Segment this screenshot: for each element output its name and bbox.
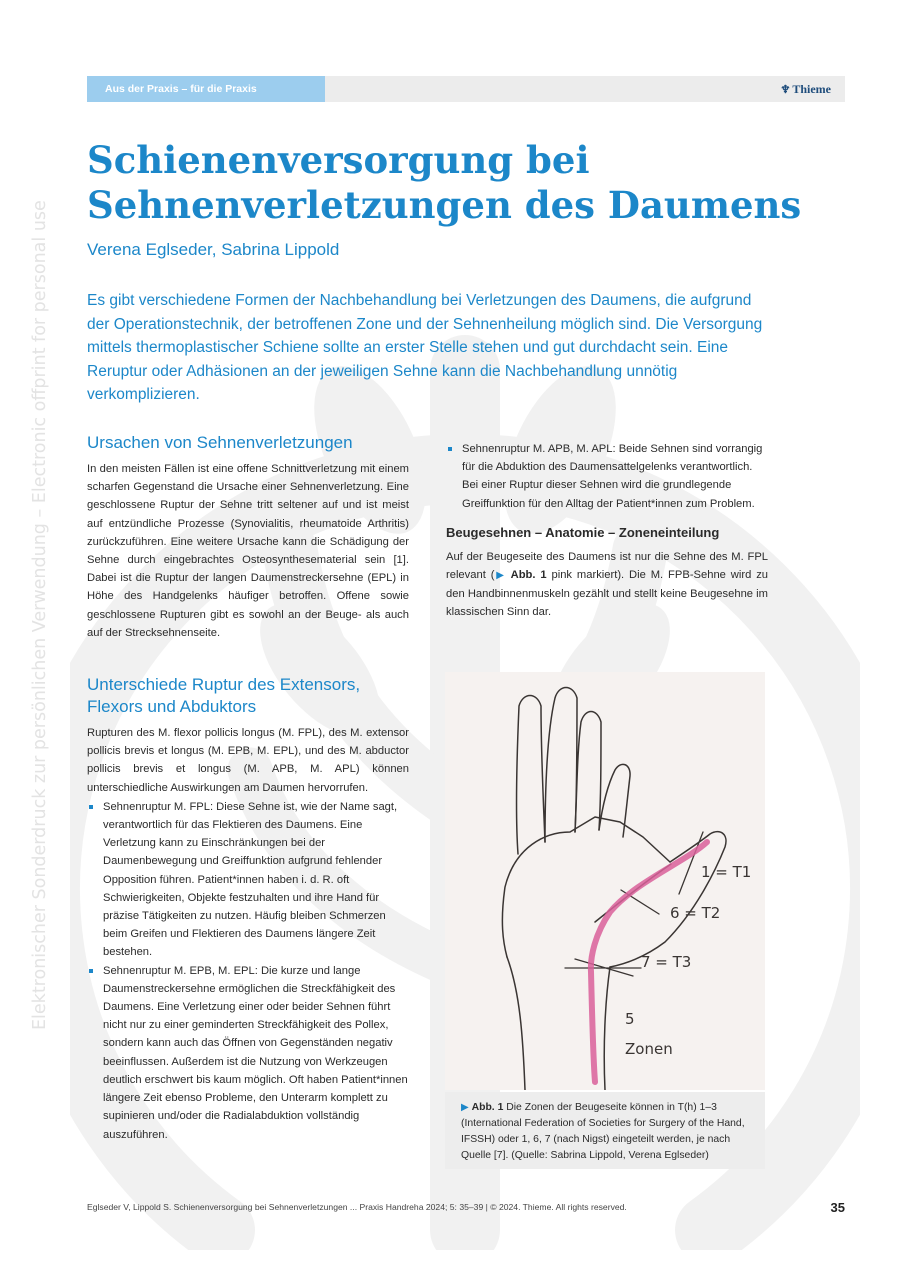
label-zone-5: 5 — [625, 1010, 635, 1028]
publisher-logo — [780, 76, 831, 103]
rubric-label: Aus der Praxis – für die Praxis — [87, 76, 325, 102]
figure-hand-zones — [445, 672, 765, 1090]
figure-ref-arrow-icon: ▶ — [494, 570, 506, 582]
section-text-causes: In den meisten Fällen ist eine offene Schnittverletzung mit einem scharfen Gegenstand die Ursache einer Sehnenverletzung. Eine geschlossene Ruptur der Sehne tritt seltener auf und ist meist auf entzündliche Prozesse (Synovialitis, rheumatoide Arthritis) zurückzuführen. Eine weitere Ursache kann die Schädigung der Sehne durch eingebrachtes Osteosynthesematerial sein [1]. Dabei ist die Ruptur der langen Daumenstreckersehne (EPL) in Höhe des Handgelenks häufiger betroffen. Offene sowie geschlossene Rupturen gibt es sowohl an der Beuge- als auch auf der Strecksehnenseite. — [87, 463, 409, 639]
finger-ring-outline — [575, 712, 601, 833]
bullet-item-epb-epl: Sehnenruptur M. EPB, M. EPL: Die kurze und lange Daumenstreckersehne ermöglichen die Streckfähigkeit des Daumens. Eine Verletzung einer oder beider Sehnen führt nicht nur zu einer geminderten Streckfähigkeit des Pollex, sondern kann auch das Öffnen von Gegenständen negativ beeinflussen. Außerdem ist die Nutzung von Werkzeugen deutlich erschwert bis kaum möglich. Oft haben Patient*innen längere Zeit ebenso Probleme, den Unterarm komplett zu supinieren und/oder die Radialabduktion vollständig auszuführen. — [87, 962, 409, 1144]
thieme-emblem-icon: ♆ — [780, 84, 791, 96]
footer-citation: Eglseder V, Lippold S. Schienenversorgung bei Sehnenverletzungen ... Praxis Handreha 2024; 5: 35–39 | © 2024. Thieme. All rights reserved. — [87, 1202, 627, 1212]
zone-line-t1 — [679, 832, 703, 894]
left-column — [87, 432, 409, 1144]
figure-reference[interactable]: Abb. 1 — [510, 569, 547, 582]
subsection-text-flexor — [446, 548, 768, 622]
label-zone-t3: 7 = T3 — [641, 953, 692, 971]
caption-text: Die Zonen der Beugeseite können in T(h) 1–3 (International Federation of Societies for Surgery of the Hand, IFSSH) oder 1, 6, 7 (nach Nigst) eingeteilt werden, je nach Quelle [7]. (Quelle: Sabrina Lippold, Verena Eglseder) — [461, 1102, 745, 1161]
page-number: 35 — [830, 1200, 845, 1215]
abstract: Es gibt verschiedene Formen der Nachbehandlung bei Verletzungen des Daumens, die aufgrund der Operationstechnik, der betroffenen Zone und der Sehnenheilung möglich sind. Die Versorgung mittels thermoplastischer Schiene sollte an erster Stelle stehen und gut durchdacht sein. Eine Reruptur oder Adhäsionen an der jeweiligen Sehne kann die Nachbehandlung unnötig verkomplizieren. — [87, 292, 763, 403]
bullet-item-apb-apl: Sehnenruptur M. APB, M. APL: Beide Sehnen sind vorrangig für die Abduktion des Daumensattelgelenks verantwortlich. Bei einer Ruptur dieser Sehnen wird die grundlegende Greiffunktion für den Alltag der Patient*innen zum Problem. — [446, 440, 768, 513]
side-watermark-text: Elektronischer Sonderdruck zur persönlichen Verwendung – Electronic offprint for personal use — [30, 200, 50, 1030]
figure-caption — [445, 1092, 765, 1169]
label-zone-t1: 1 = T1 — [701, 863, 752, 881]
title-line-1: Schienenversorgung bei — [87, 138, 590, 182]
palm-outline — [502, 817, 670, 957]
bullet-list-left — [87, 798, 409, 1144]
publisher-name: Thieme — [792, 82, 831, 96]
thumb-outline — [610, 832, 726, 967]
section-heading-causes: Ursachen von Sehnenverletzungen — [87, 433, 353, 452]
page-title — [87, 138, 847, 228]
label-zones: Zonen — [625, 1040, 673, 1058]
bullet-list-right — [446, 440, 768, 513]
authors: Verena Eglseder, Sabrina Lippold — [87, 240, 340, 259]
caption-arrow-icon: ▶ — [461, 1102, 469, 1113]
hand-sketch-image — [445, 672, 765, 1090]
finger-index-outline — [516, 696, 545, 855]
section-text-differences-intro: Rupturen des M. flexor pollicis longus (M. FPL), des M. extensor pollicis brevis et longus (M. EPB, M. EPL), und des M. abductor pollicis brevis et longus (M. APB, M. APL) können unterschiedliche Auswirkungen am Daumen hervorrufen. — [87, 727, 409, 794]
finger-middle-outline — [545, 688, 577, 843]
subsection-heading-flexor: Beugesehnen – Anatomie – Zoneneinteilung — [446, 524, 720, 540]
caption-label: Abb. 1 — [471, 1102, 504, 1113]
section-heading-differences: Unterschiede Ruptur des Extensors, Flexors und Abduktors — [87, 675, 361, 717]
label-zone-t2: 6 = T2 — [670, 904, 721, 922]
header-bar — [87, 76, 845, 102]
flexor-text-before: Auf der Beugeseite des Daumens ist nur die Sehne des M. FPL relevant ( — [446, 550, 768, 582]
flexor-text-after: pink markiert). Die M. FPB-Sehne wird zu den Handbinnenmuskeln gezählt und stellt keine Beugesehne im klassischen Sinn dar. — [446, 569, 769, 619]
right-column — [446, 440, 768, 622]
title-line-2: Sehnenverletzungen des Daumens — [87, 183, 802, 227]
bullet-item-fpl: Sehnenruptur M. FPL: Diese Sehne ist, wie der Name sagt, verantwortlich für das Flektieren des Daumens. Eine Verletzung kann zu Einschränkungen bei der Daumenbewegung und Greiffunktion aufgrund fehlender Opposition führen. Patient*innen haben i. d. R. oft Schwierigkeiten, Objekte festzuhalten und ihre Hand für präzise Tätigkeiten zu nutzen. Häufig bleiben Schmerzen beim Greifen und Flektieren des Daumens längere Zeit bestehen. — [87, 798, 409, 962]
